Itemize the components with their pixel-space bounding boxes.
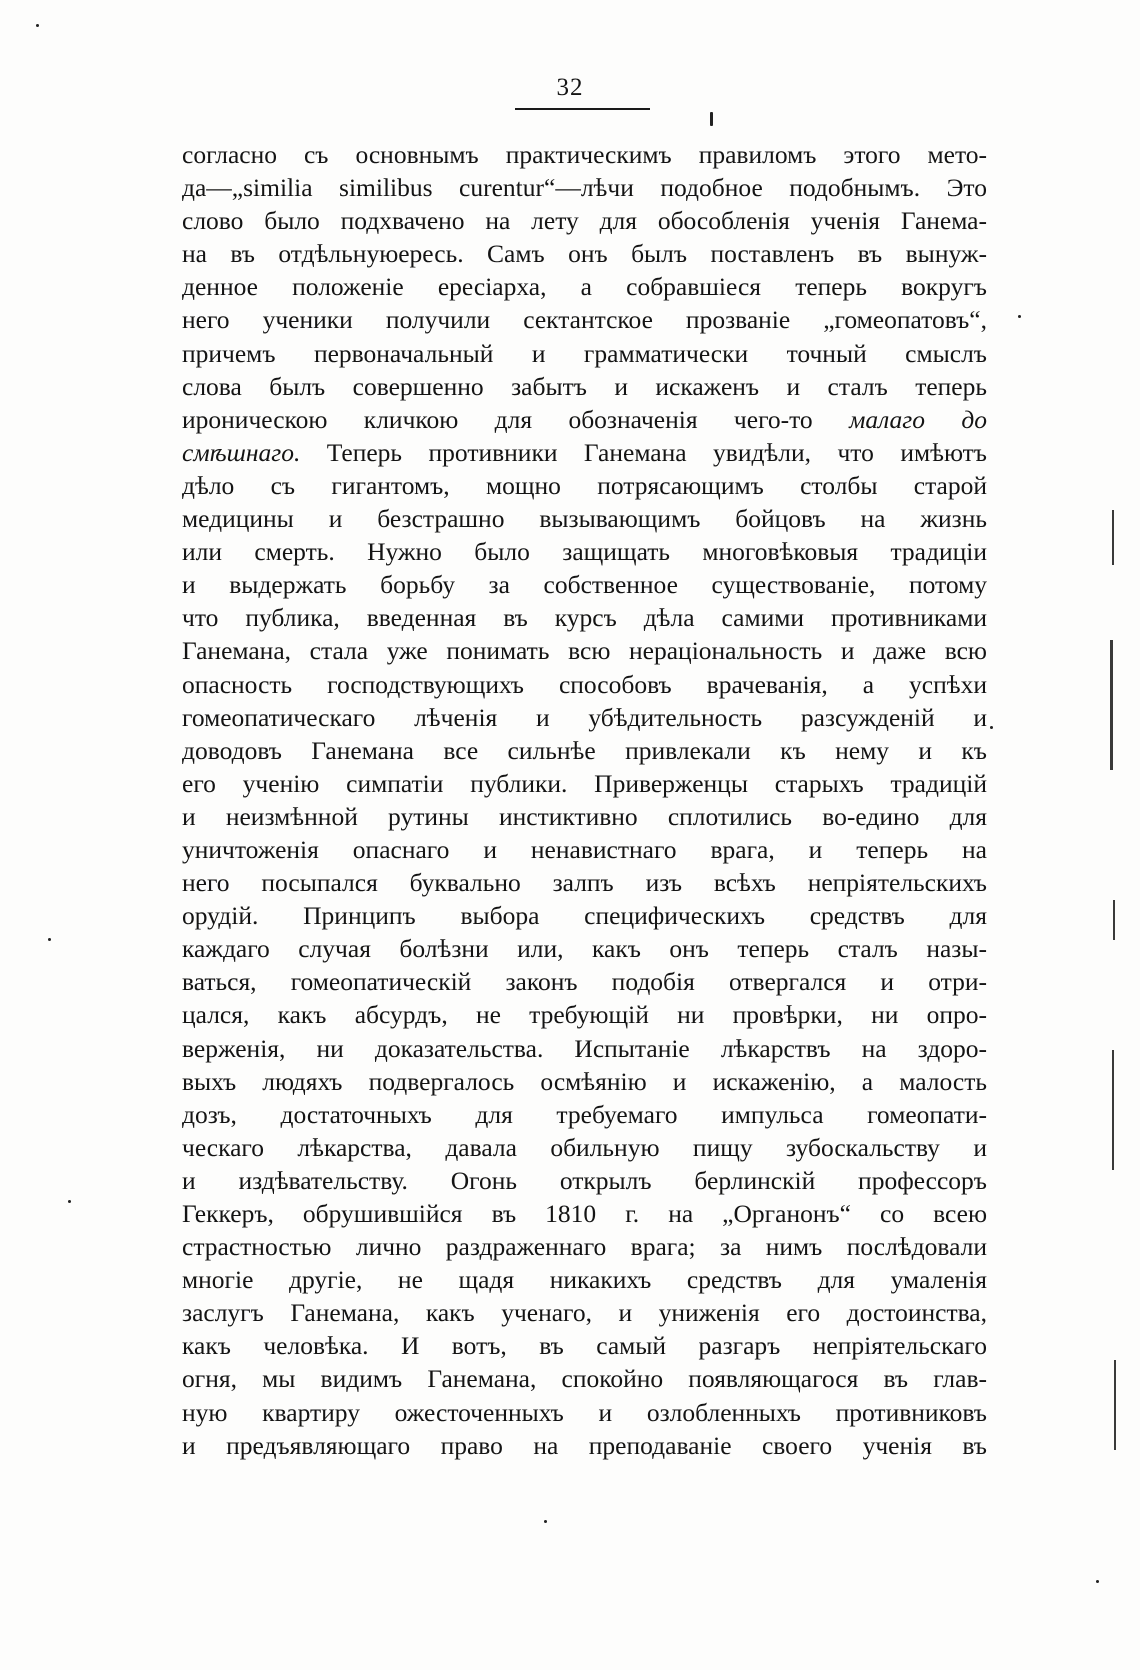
text-line: заслугъ Ганемана, какъ ученаго, и униженія его достоинства, (182, 1298, 987, 1328)
scan-speck (1096, 1580, 1099, 1583)
scan-speck (48, 938, 51, 941)
scan-speck (68, 1200, 71, 1203)
text-line: слово было подхвачено на лету для обособленія ученія Ганема- (182, 206, 987, 236)
body-text (182, 138, 987, 1462)
text-line: и предъявляющаго право на преподаваніе своего ученія въ (182, 1430, 987, 1460)
text-line: согласно съ основнымъ практическимъ правиломъ этого мето- (182, 140, 987, 169)
text-line: выхъ людяхъ подвергалось осмѣянію и искаженію, а малость (182, 1066, 987, 1096)
text-line: него ученики получили сектантское прозваніе „гомеопатовъ“, (182, 305, 987, 335)
text-line: или смерть. Нужно было защищать многовѣковыя традиціи (182, 537, 987, 567)
text-line: да—„similia similibus curentur“—лѣчи подобное подобнымъ. Это (182, 173, 987, 203)
text-line: медицины и безстрашно вызывающимъ бойцовъ на жизнь (182, 504, 987, 534)
text-line: денное положеніе ересіарха, а собравшіеся теперь вокругъ (182, 272, 987, 302)
text-line: дѣло съ гигантомъ, мощно потрясающимъ столбы старой (182, 470, 987, 500)
text-line: ную квартиру ожесточенныхъ и озлобленныхъ противниковъ (182, 1397, 987, 1427)
text-line: страстностью лично раздраженнаго врага; за нимъ послѣдовали (182, 1232, 987, 1262)
text-line: что публика, введенная въ курсъ дѣла самими противниками (182, 603, 987, 633)
text-line: слова былъ совершенно забытъ и искаженъ и сталъ теперь (182, 371, 987, 401)
text-line: и издѣвательству. Огонь открылъ берлинскій профессоръ (182, 1165, 987, 1195)
page-number: 32 (556, 74, 584, 101)
scan-speck (1018, 315, 1021, 318)
scan-margin-mark (1114, 1360, 1116, 1450)
text-line: Геккеръ, обрушившійся въ 1810 г. на „Органонъ“ со всею (182, 1199, 987, 1228)
scan-speck (990, 726, 993, 729)
scan-margin-mark (1112, 1050, 1114, 1170)
text-line: причемъ первоначальный и грамматически точный смыслъ (182, 338, 987, 368)
text-line: доводовъ Ганемана все сильнѣе привлекали къ нему и къ (182, 735, 987, 765)
text-line: цался, какъ абсурдъ, не требующій ни провѣрки, ни опро- (182, 1000, 987, 1030)
text-line: верженія, ни доказательства. Испытаніе лѣкарствъ на здоро- (182, 1033, 987, 1063)
scan-margin-mark (1110, 640, 1113, 770)
text-line: и неизмѣнной рутины инстиктивно сплотились во-едино для (182, 801, 987, 831)
scan-speck (36, 24, 39, 27)
text-line: на въ отдѣльнуюересь. Самъ онъ былъ поставленъ въ вынуж- (182, 239, 987, 269)
text-line: и выдержать борьбу за собственное существованіе, потому (182, 570, 987, 600)
text-line: огня, мы видимъ Ганемана, спокойно появляющагося въ глав- (182, 1364, 987, 1394)
text-line: многіе другіе, не щадя никакихъ средствъ для умаленія (182, 1265, 987, 1295)
scan-margin-mark (1112, 510, 1114, 565)
text-line: ироническою кличкою для обозначенія чего-то малаго до (182, 404, 987, 434)
text-line: каждаго случая болѣзни или, какъ онъ теперь сталъ назы- (182, 934, 987, 964)
scan-speck (710, 112, 713, 126)
text-line: его ученію симпатіи публики. Приверженцы старыхъ традицій (182, 768, 987, 798)
text-line: ческаго лѣкарства, давала обильную пищу зубоскальству и (182, 1132, 987, 1162)
text-line: какъ человѣка. И вотъ, въ самый разгаръ непріятельскаго (182, 1331, 987, 1361)
scan-speck (544, 1520, 547, 1523)
text-line: орудій. Принципъ выбора специфическихъ средствъ для (182, 901, 987, 931)
text-line: смѣшнаго. Теперь противники Ганемана увидѣли, что имѣютъ (182, 437, 987, 467)
text-line: опасность господствующихъ способовъ врачеванія, а успѣхи (182, 669, 987, 699)
text-line: ваться, гомеопатическій законъ подобія отвергался и отри- (182, 967, 987, 997)
text-line: Ганемана, стала уже понимать всю нераціональность и даже всю (182, 636, 987, 666)
header-rule (515, 108, 650, 110)
text-line: дозъ, достаточныхъ для требуемаго импульса гомеопати- (182, 1099, 987, 1129)
text-line: гомеопатическаго лѣченія и убѣдительность разсужденій и (182, 702, 987, 732)
text-line: него посыпался буквально залпъ изъ всѣхъ непріятельскихъ (182, 868, 987, 898)
text-line: уничтоженія опаснаго и ненавистнаго врага, и теперь на (182, 834, 987, 864)
scan-margin-mark (1113, 900, 1115, 940)
